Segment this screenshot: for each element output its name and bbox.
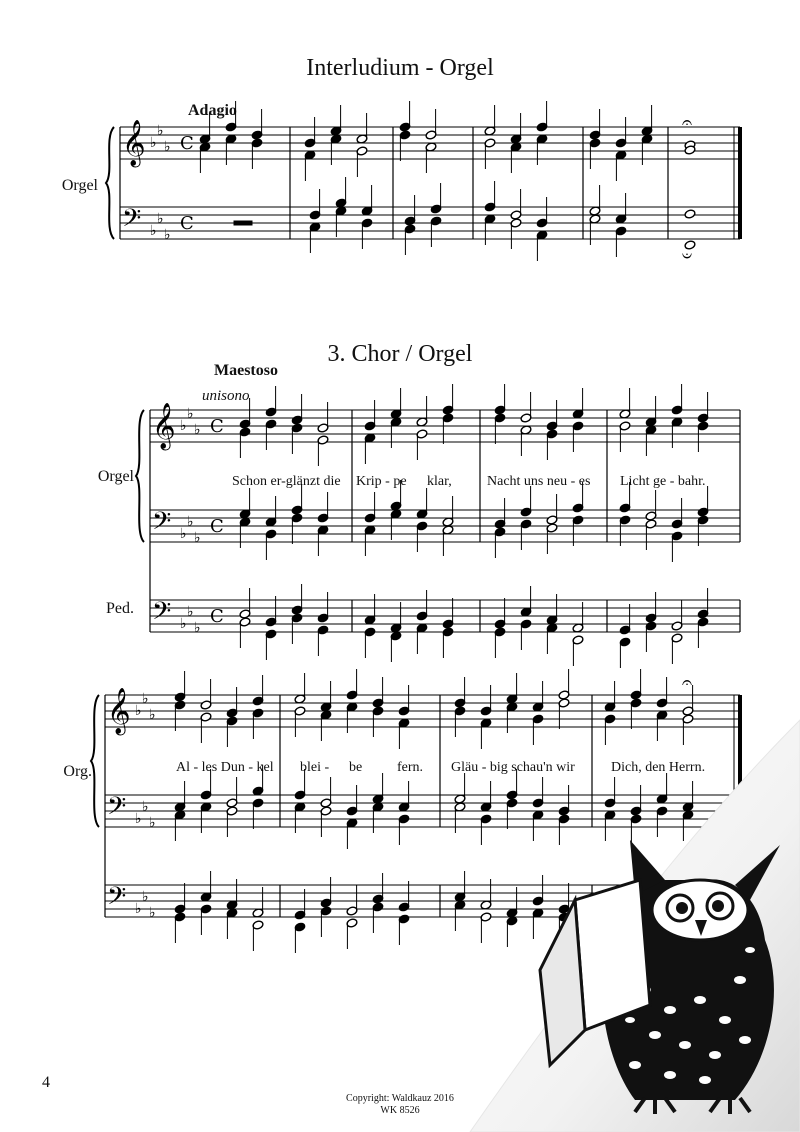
lyric-9: fern. — [397, 760, 424, 775]
fermata: 𝄑 — [682, 246, 693, 267]
lyric-6: Al - les Dun - kel — [176, 760, 274, 775]
flat-sign: ♭ — [164, 227, 171, 243]
catalog-number: WK 8526 — [380, 1105, 420, 1116]
page-number: 4 — [42, 1074, 50, 1091]
treble-clef: 𝄞 — [152, 403, 176, 449]
time-signature: C — [210, 606, 224, 627]
lyric-1: Schon er-glänzt die — [232, 474, 341, 489]
chorus-title: 3. Chor / Orgel — [327, 341, 473, 367]
flat-sign: ♭ — [135, 811, 142, 827]
lyric-2: Krip - pe — [356, 474, 407, 489]
flat-sign: ♭ — [149, 905, 156, 921]
time-signature: C — [180, 213, 194, 234]
copyright-notice: Copyright: Waldkauz 2016 — [346, 1093, 454, 1104]
instrument-label-organ-short: Org. — [63, 763, 92, 780]
treble-clef: 𝄞 — [122, 120, 146, 166]
time-signature: C — [210, 416, 224, 437]
lyric-3: klar, — [427, 474, 452, 489]
time-signature: C — [210, 516, 224, 537]
flat-sign: ♭ — [187, 514, 194, 530]
flat-sign: ♭ — [194, 620, 201, 636]
flat-sign: ♭ — [180, 526, 187, 542]
flat-sign: ♭ — [194, 422, 201, 438]
bass-clef: 𝄢 — [107, 882, 127, 917]
instrument-label-organ: Orgel — [61, 177, 98, 194]
flat-sign: ♭ — [150, 135, 157, 151]
flat-sign: ♭ — [164, 139, 171, 155]
expression-unisono: unisono — [202, 388, 250, 404]
treble-clef: 𝄞 — [107, 688, 131, 734]
flat-sign: ♭ — [135, 703, 142, 719]
flat-sign: ♭ — [187, 406, 194, 422]
lyric-11: Dich, den Herrn. — [611, 760, 706, 775]
fermata: 𝄐 — [682, 112, 693, 133]
flat-sign: ♭ — [157, 211, 164, 227]
instrument-label-organ-manual: Orgel — [97, 468, 134, 485]
bass-clef: 𝄢 — [152, 507, 172, 542]
flat-sign: ♭ — [142, 889, 149, 905]
flat-sign: ♭ — [180, 418, 187, 434]
flat-sign: ♭ — [149, 707, 156, 723]
flat-sign: ♭ — [187, 604, 194, 620]
bass-clef: 𝄢 — [122, 204, 142, 239]
tempo-maestoso: Maestoso — [214, 362, 278, 379]
bass-clef: 𝄢 — [107, 792, 127, 827]
flat-sign: ♭ — [135, 901, 142, 917]
flat-sign: ♭ — [149, 815, 156, 831]
lyric-5: Licht ge - bahr. — [620, 474, 706, 489]
tempo-adagio: Adagio — [188, 102, 237, 119]
flat-sign: ♭ — [142, 799, 149, 815]
flat-sign: ♭ — [180, 616, 187, 632]
flat-sign: ♭ — [194, 530, 201, 546]
fermata: 𝄐 — [682, 672, 693, 693]
interlude-title: Interludium - Orgel — [306, 55, 494, 81]
instrument-label-pedal: Ped. — [106, 600, 134, 617]
flat-sign: ♭ — [157, 123, 164, 139]
time-signature: C — [180, 133, 194, 154]
flat-sign: ♭ — [142, 691, 149, 707]
flat-sign: ♭ — [150, 223, 157, 239]
bass-clef: 𝄢 — [152, 597, 172, 632]
lyric-8: be — [349, 760, 363, 775]
lyric-4: Nacht uns neu - es — [487, 474, 591, 489]
lyric-10: Gläu - big schau'n wir — [451, 760, 575, 775]
lyric-7: blei - — [300, 760, 330, 775]
